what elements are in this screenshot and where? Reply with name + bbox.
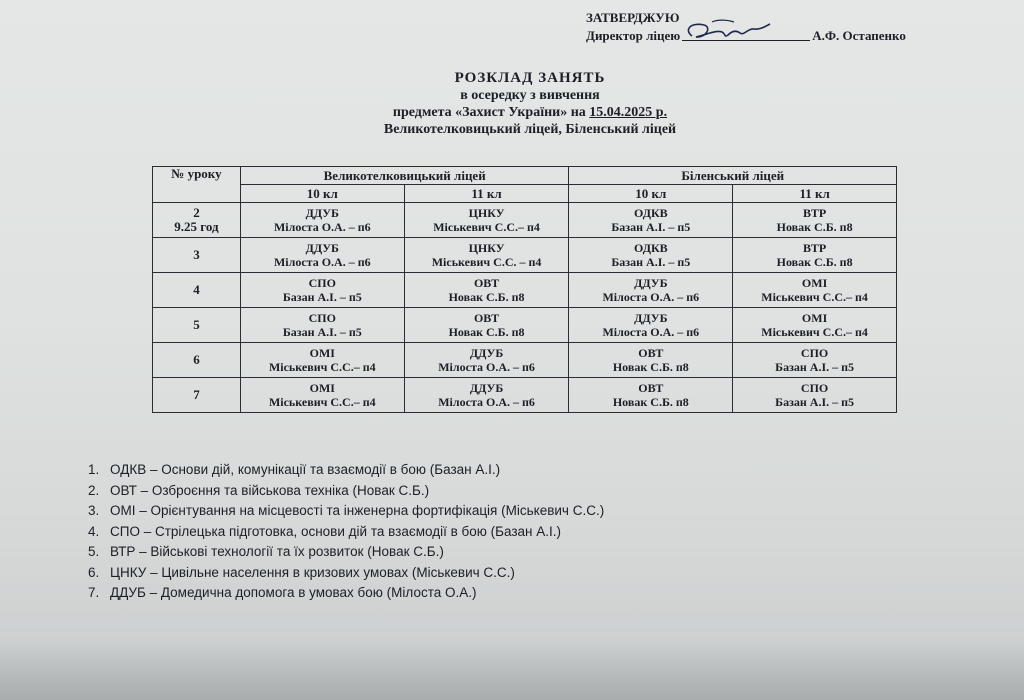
- lesson-cell: [733, 273, 897, 308]
- teacher: Базан А.І. – п5: [282, 290, 362, 304]
- teacher: Новак С.Б. п8: [612, 360, 689, 374]
- header-school-2: Біленський ліцей: [569, 167, 897, 185]
- title-line3-prefix: предмета «Захист України» на: [392, 105, 586, 120]
- subject-legend: [88, 460, 604, 604]
- subject: ОМІ: [801, 311, 828, 325]
- title-line3: [320, 104, 740, 121]
- legend-item: [88, 481, 604, 502]
- lesson-number-cell: [153, 238, 241, 273]
- table-row: [153, 308, 897, 343]
- subject: ДДУБ: [305, 241, 339, 255]
- legend-item: [88, 522, 604, 543]
- teacher: Міськевич С.С.– п4: [268, 360, 376, 374]
- legend-text: СПО – Стрілецька підготовка, основи дій та взаємодії в бою (Базан А.І.): [110, 523, 561, 539]
- lesson-number: 5: [193, 317, 200, 332]
- table-row: [153, 238, 897, 273]
- lesson-cell: [404, 343, 569, 378]
- table-row: [153, 203, 897, 238]
- header-class: 11 кл: [404, 185, 569, 203]
- legend-text: ВТР – Військові технології та їх розвиток (Новак С.Б.): [110, 544, 444, 559]
- teacher: Міськевич С.С.– п4: [761, 290, 868, 304]
- legend-text: ОМІ – Орієнтування на місцевості та інженерна фортифікація (Міськевич С.С.): [110, 503, 605, 518]
- lesson-number: 2: [193, 205, 200, 220]
- teacher: Базан А.І. – п5: [775, 395, 855, 409]
- teacher: Базан А.І. – п5: [611, 220, 691, 234]
- table-row: [153, 273, 897, 308]
- subject: ОМІ: [309, 381, 335, 395]
- lesson-cell: [240, 273, 404, 308]
- lesson-cell: [404, 273, 569, 308]
- lesson-cell: [733, 343, 897, 378]
- lesson-cell: [240, 238, 404, 273]
- header-lesson-number: № уроку: [153, 167, 241, 203]
- legend-item: [88, 583, 604, 604]
- lesson-number: 7: [193, 387, 200, 402]
- lesson-cell: [569, 343, 733, 378]
- schedule-date: 15.04.2025 р.: [589, 105, 668, 120]
- lesson-cell: [404, 238, 569, 273]
- teacher: Базан А.І. – п5: [775, 360, 855, 374]
- teacher: Новак С.Б. п8: [448, 325, 525, 339]
- lesson-number-cell: [153, 273, 241, 308]
- lesson-cell: [404, 378, 569, 413]
- subject: ДДУБ: [469, 346, 504, 360]
- subject: ОВТ: [638, 381, 664, 395]
- subject: ДДУБ: [634, 311, 668, 325]
- header-class: 10 кл: [569, 185, 733, 203]
- director-name: А.Ф. Остапенко: [812, 28, 906, 43]
- legend-item: [88, 563, 604, 584]
- table-row: [153, 343, 897, 378]
- lesson-cell: [404, 203, 569, 238]
- subject: ВТР: [803, 241, 827, 255]
- subject: ОДКВ: [633, 206, 668, 220]
- lesson-cell: [733, 378, 897, 413]
- teacher: Міськевич С.С.– п4: [433, 220, 540, 234]
- subject: ДДУБ: [469, 381, 504, 395]
- teacher: Мілоста О.А. – п6: [438, 395, 535, 409]
- subject: ОВТ: [638, 346, 664, 360]
- lesson-cell: [569, 378, 733, 413]
- legend-number: 3.: [88, 503, 100, 518]
- teacher: Новак С.Б. п8: [612, 395, 689, 409]
- teacher: Мілоста О.А. – п6: [273, 220, 371, 234]
- teacher: Новак С.Б. п8: [776, 255, 853, 269]
- subject: ОДКВ: [633, 241, 668, 255]
- legend-item: [88, 542, 604, 563]
- lesson-time: 9.25 год: [174, 219, 219, 234]
- header-class: 10 кл: [240, 185, 404, 203]
- subject: ОВТ: [473, 276, 500, 290]
- teacher: Мілоста О.А. – п6: [273, 255, 371, 269]
- lesson-number-cell: [153, 203, 241, 238]
- subject: СПО: [308, 311, 336, 325]
- lesson-number-cell: [153, 343, 241, 378]
- subject: ОМІ: [801, 276, 828, 290]
- lesson-number: 4: [193, 282, 200, 297]
- lesson-cell: [240, 308, 404, 343]
- teacher: Базан А.І. – п5: [611, 255, 691, 269]
- legend-number: 1.: [88, 462, 100, 477]
- subject: СПО: [800, 346, 829, 360]
- teacher: Базан А.І. – п5: [282, 325, 362, 339]
- header-school-1: Великотелковицький ліцей: [240, 167, 569, 185]
- lesson-cell: [240, 343, 404, 378]
- subject: ДДУБ: [305, 206, 339, 220]
- lesson-number: 6: [193, 352, 200, 367]
- lesson-cell: [733, 203, 897, 238]
- teacher: Мілоста О.А. – п6: [602, 290, 700, 304]
- lesson-number-cell: [153, 378, 241, 413]
- title-main: РОЗКЛАД ЗАНЯТЬ: [454, 70, 606, 86]
- lesson-cell: [569, 273, 733, 308]
- teacher: Мілоста О.А. – п6: [438, 360, 535, 374]
- lesson-cell: [569, 238, 733, 273]
- director-label: Директор ліцею: [586, 28, 681, 43]
- subject: ЦНКУ: [468, 241, 505, 255]
- legend-number: 4.: [88, 523, 100, 539]
- legend-text: ОВТ – Озброєння та військова техніка (Новак С.Б.): [110, 482, 430, 498]
- teacher: Мілоста О.А. – п6: [602, 325, 700, 339]
- legend-number: 2.: [88, 482, 100, 498]
- legend-number: 5.: [88, 544, 100, 559]
- lesson-cell: [240, 378, 404, 413]
- signature-icon: [682, 16, 772, 46]
- schedule-table: [152, 166, 897, 413]
- subject: ВТР: [803, 206, 827, 220]
- teacher: Міськевич С.С.– п4: [761, 325, 868, 339]
- lesson-cell: [240, 203, 404, 238]
- teacher: Новак С.Б. п8: [448, 290, 525, 304]
- lesson-cell: [569, 203, 733, 238]
- lesson-cell: [733, 308, 897, 343]
- table-row: [153, 378, 897, 413]
- subject: ОМІ: [309, 346, 335, 360]
- lesson-number-cell: [153, 308, 241, 343]
- document-title: [320, 70, 740, 138]
- legend-text: ЦНКУ – Цивільне населення в кризових умовах (Міськевич С.С.): [110, 564, 515, 580]
- header-class: 11 кл: [733, 185, 897, 203]
- subject: СПО: [800, 381, 829, 395]
- title-line4: Великотелковицький ліцей, Біленський ліцей: [383, 122, 677, 137]
- lesson-cell: [733, 238, 897, 273]
- approve-label: ЗАТВЕРДЖУЮ: [586, 10, 680, 25]
- legend-number: 6.: [88, 564, 100, 580]
- legend-text: ОДКВ – Основи дій, комунікації та взаємодії в бою (Базан А.І.): [110, 462, 501, 477]
- subject: ДДУБ: [634, 276, 668, 290]
- teacher: Новак С.Б. п8: [776, 220, 853, 234]
- legend-item: [88, 460, 604, 481]
- legend-text: ДДУБ – Домедична допомога в умовах бою (Мілоста О.А.): [110, 585, 477, 600]
- teacher: Міськевич С.С.– п4: [268, 395, 376, 409]
- page-shadow: [0, 640, 1024, 700]
- subject: ЦНКУ: [468, 206, 505, 220]
- subject: ОВТ: [473, 311, 500, 325]
- title-line2: в осередку з вивчення: [460, 88, 600, 103]
- subject: СПО: [308, 276, 336, 290]
- lesson-cell: [404, 308, 569, 343]
- approval-block: [586, 10, 906, 44]
- teacher: Міськевич С.С. – п4: [431, 255, 542, 269]
- lesson-number: 3: [193, 247, 200, 262]
- legend-item: [88, 501, 604, 522]
- lesson-cell: [569, 308, 733, 343]
- legend-number: 7.: [88, 585, 100, 600]
